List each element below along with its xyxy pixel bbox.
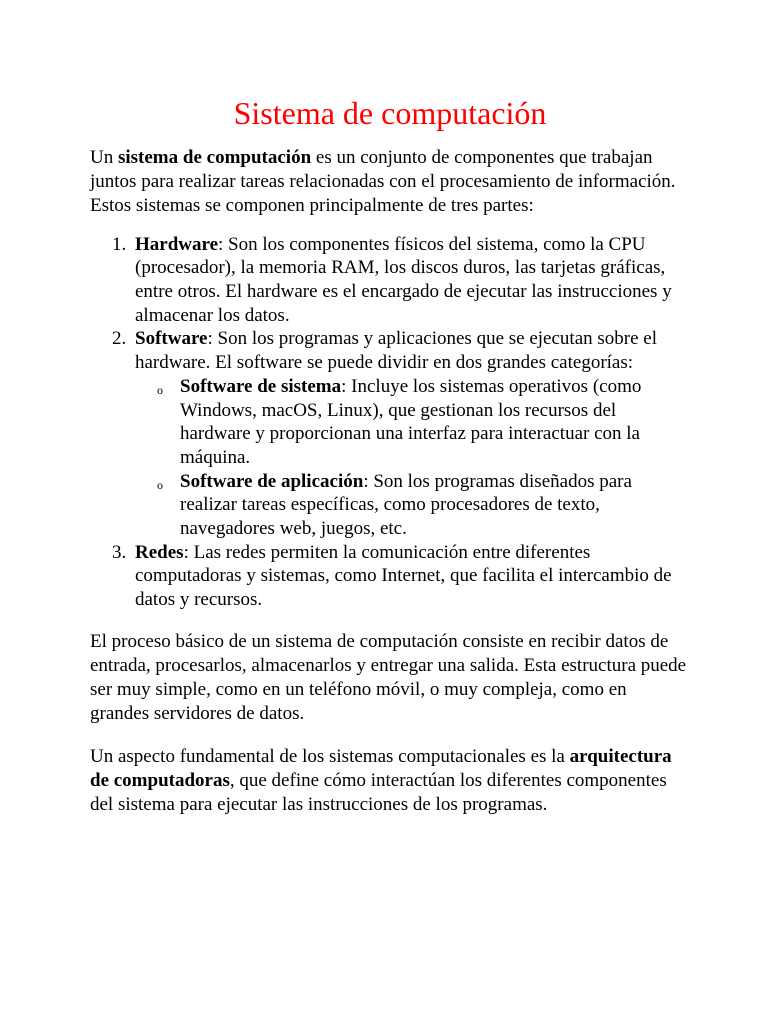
architecture-paragraph (90, 745, 690, 818)
sub-item-system-software (135, 375, 690, 470)
sub-bullet: o (157, 477, 163, 492)
list-term: Redes (135, 541, 184, 563)
list-term: Software (135, 328, 208, 350)
page-title: Sistema de computación (233, 95, 547, 131)
sub-text: : Son los programas diseñados para realizar tareas específicas, como procesadores de texto, navegadores web, juegos, etc. (180, 470, 632, 540)
list-text: : Son los componentes físicos del sistema, como la CPU (procesador), la memoria RAM, los discos duros, las tarjetas gráficas, entre otros. El hardware es el encargado de ejecutar las instrucciones y almacenar los datos. (135, 233, 672, 326)
components-list (90, 233, 690, 612)
list-item-networks (90, 541, 690, 612)
sub-term: Software de sistema (180, 375, 342, 397)
sub-term: Software de aplicación (180, 470, 364, 492)
software-sub-list (135, 375, 690, 541)
list-number: 1. (112, 233, 127, 255)
architecture-text-after: , que define cómo interactúan los diferentes componentes del sistema para ejecutar las instrucciones de los programas. (90, 769, 667, 816)
intro-bold-term: sistema de computación (117, 147, 312, 168)
list-number: 2. (112, 328, 127, 350)
list-item-software (90, 327, 690, 540)
sub-bullet: o (157, 382, 163, 397)
process-paragraph: El proceso básico de un sistema de computación consiste en recibir datos de entrada, procesarlos, almacenarlos y entregar una salida. Esta estructura puede ser muy simple, como en un teléfono móvil, o muy compleja, como en grandes servidores de datos. (90, 630, 687, 725)
sub-text: : Incluye los sistemas operativos (como Windows, macOS, Linux), que gestionan los recursos del hardware y proporcionan una interfaz para interactuar con la máquina. (180, 375, 642, 468)
intro-text-after: es un conjunto de componentes que trabajan juntos para realizar tareas relacionadas con el procesamiento de información. Estos sistemas se componen principalmente de tres partes: (90, 147, 676, 217)
architecture-bold-term: arquitectura de computadoras (90, 745, 672, 791)
list-text: : Las redes permiten la comunicación entre diferentes computadoras y sistemas, como Internet, que facilita el intercambio de datos y recursos. (135, 541, 672, 611)
intro-paragraph (90, 146, 690, 219)
list-item-hardware (90, 233, 690, 328)
list-term: Hardware (135, 233, 219, 255)
document-page (90, 88, 690, 817)
architecture-text-before: Un aspecto fundamental de los sistemas computacionales es la (90, 745, 570, 767)
list-number: 3. (112, 541, 127, 563)
sub-item-application-software (135, 470, 690, 541)
list-text: : Son los programas y aplicaciones que se ejecutan sobre el hardware. El software se puede dividir en dos grandes categorías: (135, 328, 657, 374)
intro-text-before: Un (90, 147, 118, 168)
